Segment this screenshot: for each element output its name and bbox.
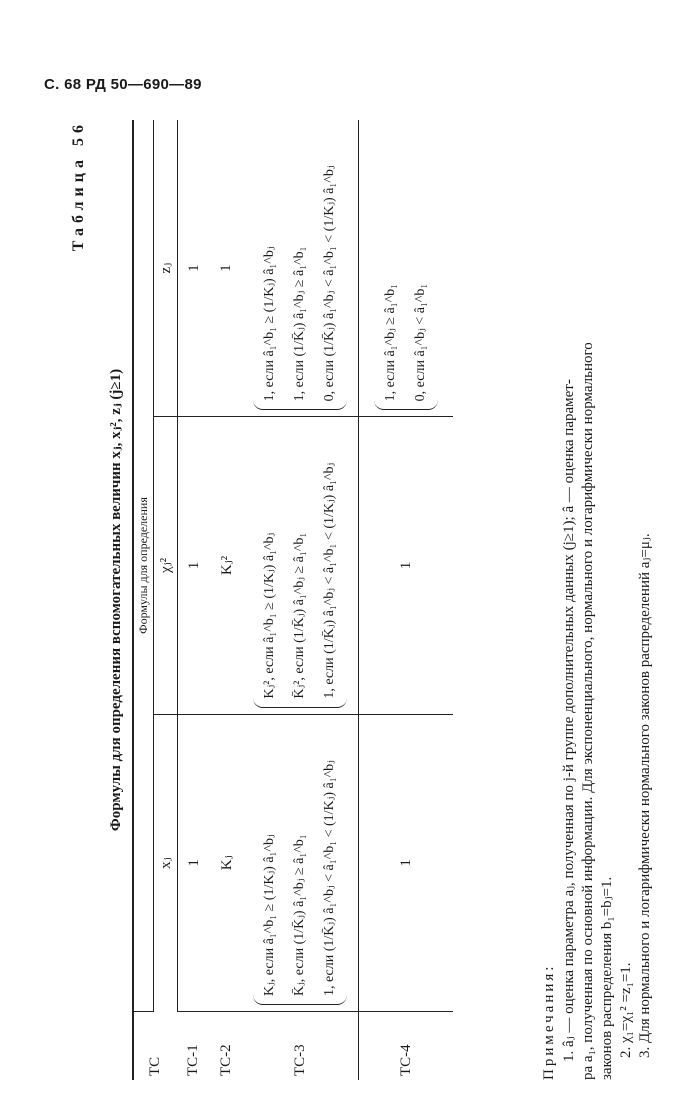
note-1-line-2: ра a₁, полученная по основной информации. Для экспоненциального, нормального и логарифмически нормального: [580, 342, 596, 1080]
cell-x: 1: [359, 714, 454, 1011]
formula-line: Kⱼ², если â₁^b₁ ≥ (1/Kⱼ) â₁^bⱼ: [262, 532, 277, 699]
brace-group: [374, 284, 438, 411]
cell-z: 1: [210, 120, 242, 417]
note-1-line-1: 1. âⱼ — оценка параметра aⱼ, полученная по j-й группе дополнительных данных (j≥1); â — оценка парамет-: [561, 379, 577, 1062]
rotated-table-page: [70, 120, 690, 1080]
notes-block: [540, 120, 655, 1080]
brace-group: [253, 165, 347, 410]
note-2: 2. χ₁=χ₁² =z₁=1.: [618, 962, 634, 1058]
note-1-line-3: законов распределения b₁=bⱼ=1.: [599, 876, 615, 1080]
formula-line: 1, если (1/K̄ⱼ) â₁^bⱼ < â₁^b₁ < (1/Kⱼ) â₁^bⱼ: [322, 760, 337, 996]
note-3: 3. Для нормального и логарифмически нормального законов распределений aⱼ=μⱼ.: [637, 533, 653, 1058]
table-caption: Таблица 56: [70, 120, 87, 252]
header-tc: ТС: [133, 1012, 178, 1081]
formula-line: K̄ⱼ, если (1/K̄ⱼ) â₁^bⱼ ≥ â₁^b₁: [292, 834, 307, 996]
formula-line: 1, если â₁^b₁ ≥ (1/Kⱼ) â₁^bⱼ: [262, 246, 277, 402]
formula-line: Kⱼ, если â₁^b₁ ≥ (1/Kⱼ) â₁^bⱼ: [262, 834, 277, 996]
table-row: [178, 120, 211, 1080]
cell-x2: 1: [178, 417, 211, 714]
table-row: [242, 120, 359, 1080]
formula-line: K̄ⱼ², если (1/K̄ⱼ) â₁^bⱼ ≥ â₁^b₁: [292, 532, 307, 699]
table-row: [210, 120, 242, 1080]
cell-x: 1: [178, 714, 211, 1011]
cell-z: 1: [178, 120, 211, 417]
formula-line: 1, если (1/K̄ⱼ) â₁^bⱼ < â₁^b₁ < (1/Kⱼ) â₁^bⱼ: [322, 462, 337, 699]
formula-table: [132, 120, 453, 1080]
table-row: [359, 120, 454, 1080]
formula-line: 0, если (1/K̄ⱼ) â₁^bⱼ < â₁^b₁ < (1/Kⱼ) â₁^bⱼ: [322, 165, 337, 402]
row-label: ТС-2: [217, 1044, 234, 1076]
formula-line: 0, если â₁^bⱼ < â₁^b₁: [413, 283, 428, 402]
row-label: ТС-1: [185, 1044, 202, 1076]
cell-z: [242, 120, 359, 417]
row-label: ТС-4: [359, 1012, 454, 1081]
page-header: С. 68 РД 50—690—89: [44, 76, 202, 93]
cell-x2: 1: [359, 417, 454, 714]
header-group: Формулы для определения: [133, 120, 154, 1012]
brace-group: [253, 760, 347, 1005]
formula-line: 1, если â₁^bⱼ ≥ â₁^b₁: [383, 283, 398, 402]
cell-x: [242, 714, 359, 1011]
header-z: zⱼ: [154, 120, 178, 417]
table-title: Формулы для определения вспомогательных величин xⱼ, xⱼ², zⱼ (j≥1): [108, 368, 124, 832]
row-label: ТС-3: [291, 1044, 308, 1076]
cell-x: Kⱼ: [210, 714, 242, 1011]
cell-x2: [242, 417, 359, 714]
cell-z: [359, 120, 454, 417]
formula-line: 1, если (1/K̄ⱼ) â₁^bⱼ ≥ â₁^b₁: [292, 246, 307, 402]
notes-heading: Примечания:: [541, 963, 557, 1080]
header-x: xⱼ: [154, 714, 178, 1011]
cell-x2: Kⱼ²: [210, 417, 242, 714]
brace-group: [253, 463, 347, 708]
header-x2: χⱼ²: [154, 417, 178, 714]
